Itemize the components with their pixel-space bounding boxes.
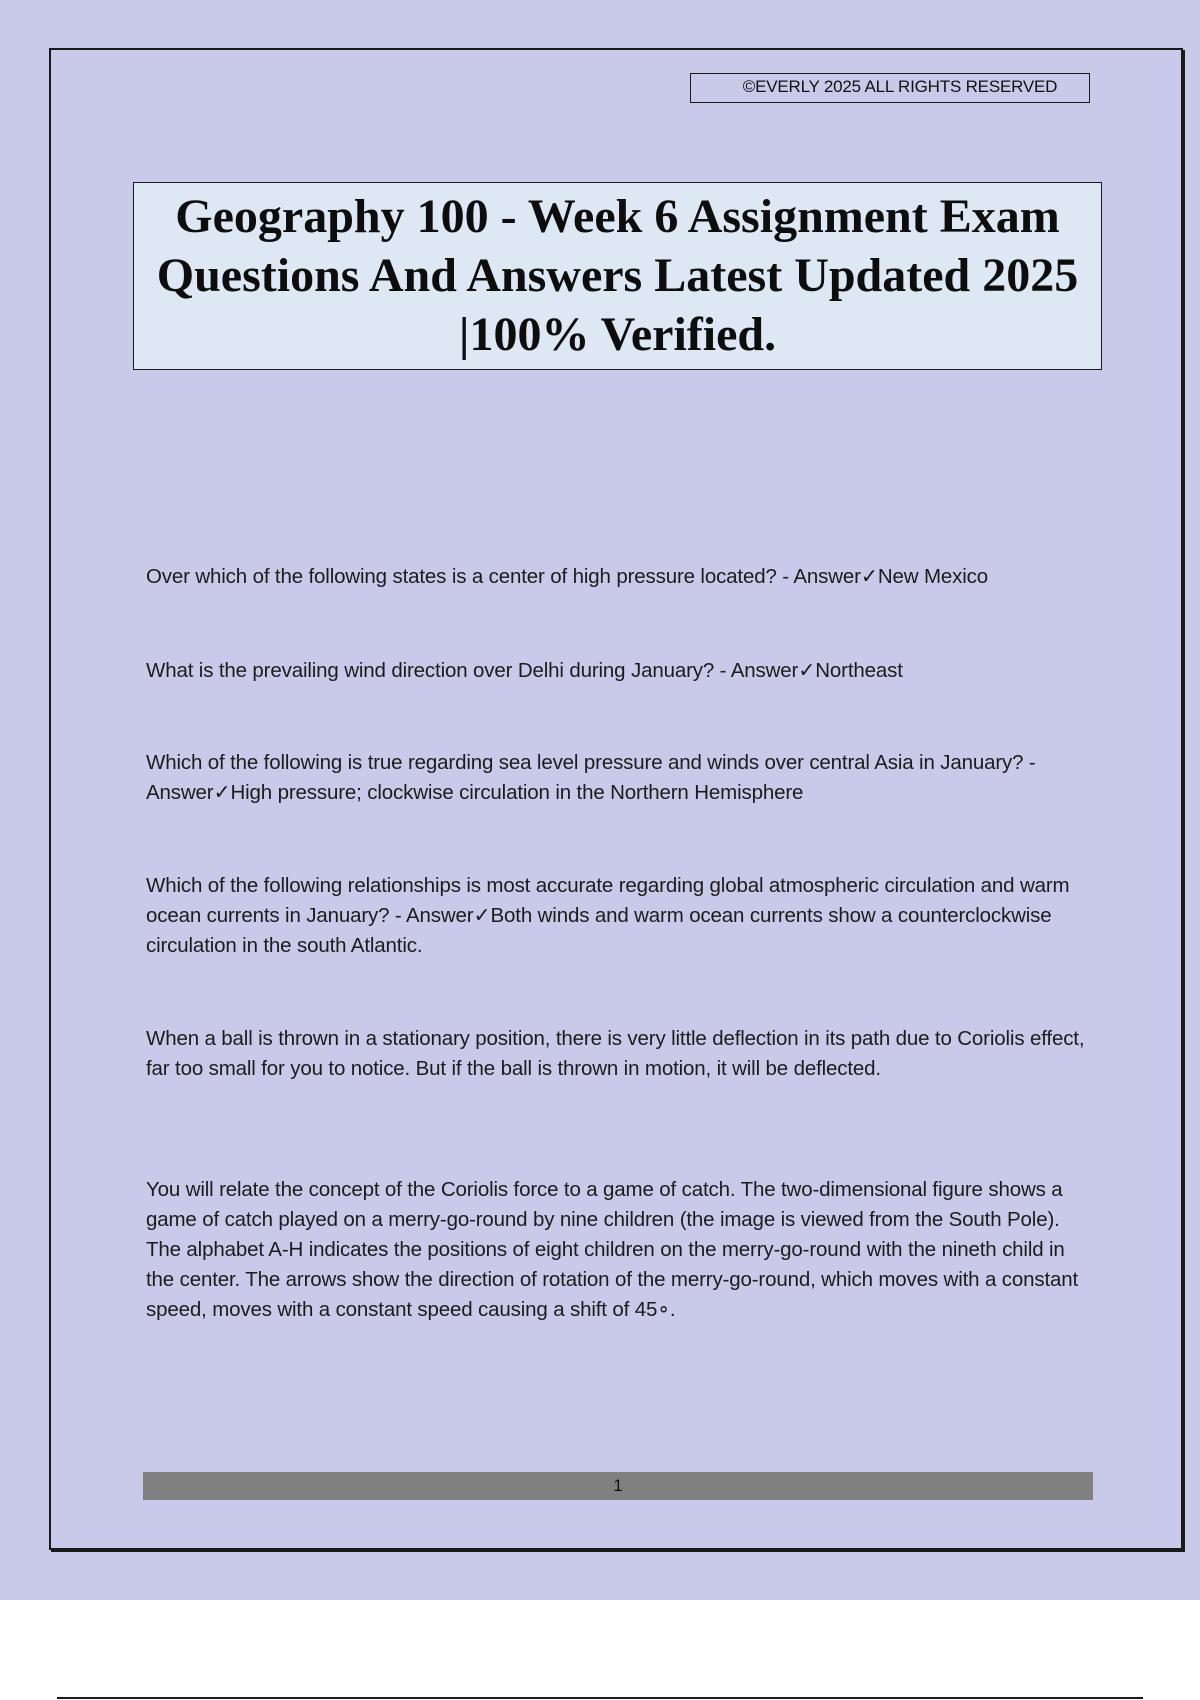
next-page-top-rule [57,1697,1143,1699]
title-line-1: Geography 100 - Week 6 Assignment Exam [175,190,1060,243]
qa-item-1 [146,562,988,592]
title-line-3: |100% Verified. [458,308,777,361]
title-line-2: Questions And Answers Latest Updated 2025 [156,249,1079,302]
question-text: Which of the following is true regarding sea level pressure and winds over central Asia in January? - [146,751,1036,774]
qa-item-3 [146,748,1086,808]
question-text: What is the prevailing wind direction over Delhi during January? - [146,659,731,682]
question-text: Which of the following relationships is most accurate regarding global atmospheric circulation and warm ocean currents in January? - [146,874,1070,927]
answer-text: Answer✓Northeast [730,659,903,682]
paragraph-coriolis-ball: When a ball is thrown in a stationary position, there is very little deflection in its path due to Coriolis effect, far too small for you to notice. But if the ball is thrown in motion, it will be deflected. [146,1027,1085,1080]
answer-text: Answer✓Both winds and warm ocean currents show a counterclockwise circulation in the south Atlantic. [146,904,1052,957]
page-footer [143,1472,1093,1500]
page-number: 1 [613,1476,623,1495]
answer-text: Answer✓High pressure; clockwise circulation in the Northern Hemisphere [146,781,804,804]
copyright-notice: ©EVERLY 2025 ALL RIGHTS RESERVED [690,73,1090,103]
paragraph-merry-go-round: You will relate the concept of the Coriolis force to a game of catch. The two-dimensional figure shows a game of catch played on a merry-go-round by nine children (the image is viewed from the South Pole). The alphabet A-H indicates the positions of eight children on the merry-go-round with the nineth child in the center. The arrows show the direction of rotation of the merry-go-round, which moves with a constant speed, moves with a constant speed causing a shift of 45∘. [146,1178,1079,1321]
answer-text: Answer✓New Mexico [793,565,988,588]
document-title [133,182,1102,370]
qa-item-2 [146,656,903,686]
question-text: Over which of the following states is a center of high pressure located? - [146,565,794,588]
qa-item-4 [146,871,1086,961]
